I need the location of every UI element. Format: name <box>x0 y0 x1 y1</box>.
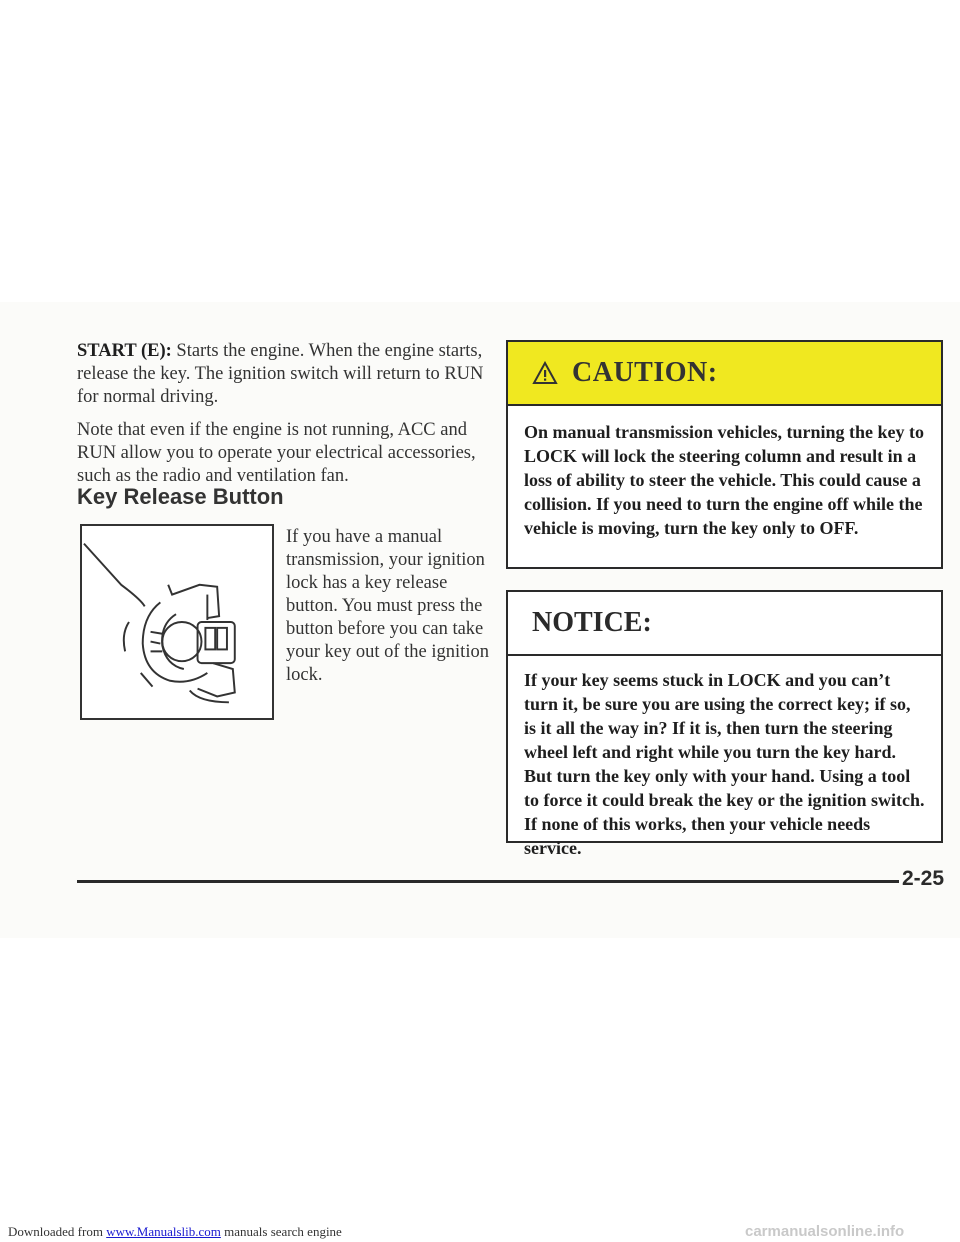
left-column <box>77 340 495 498</box>
download-bar <box>8 1224 342 1240</box>
caution-body: On manual transmission vehicles, turning the key to LOCK will lock the steering column and result in a loss of ability to steer the vehicle. This could cause a collision. If you need to turn the engine off while the vehicle is moving, turn the key only to OFF. <box>524 422 925 538</box>
note-paragraph: Note that even if the engine is not running, ACC and RUN allow you to operate your electrical accessories, such as the radio and ventilation fan. <box>77 420 476 486</box>
section-title: Key Release Button <box>77 484 284 509</box>
watermark: carmanualsonline.info <box>745 1223 905 1240</box>
notice-title: NOTICE: <box>532 607 652 638</box>
key-release-text: If you have a manual transmission, your ignition lock has a key release button. You must press the button before you can take your key out of the ignition lock. <box>286 527 489 685</box>
key-release-illustration <box>80 524 274 720</box>
caution-header <box>508 342 941 406</box>
start-text: Starts the engine. When the engine starts, release the key. The ignition switch will return to RUN for normal driving. <box>77 341 484 407</box>
footer-divider <box>77 880 899 883</box>
download-prefix: Downloaded from <box>8 1224 103 1239</box>
caution-title: CAUTION: <box>572 357 718 388</box>
start-term: START (E): <box>77 341 172 361</box>
caution-box <box>506 340 943 569</box>
ignition-lock-icon <box>82 526 272 718</box>
manualslib-link[interactable]: www.Manualslib.com <box>106 1224 221 1239</box>
warning-triangle-icon <box>532 361 558 385</box>
notice-box <box>506 590 943 858</box>
notice-body: If your key seems stuck in LOCK and you can’t turn it, be sure you are using the correct key; if so, is it all the way in? If it is, then turn the steering wheel left and right while you turn the key hard. But turn the key only with your hand. Using a tool to force it could break the key or the ignition switch. If none of this works, then your vehicle needs service. <box>524 670 925 858</box>
page-number: 2-25 <box>902 867 945 890</box>
start-paragraph <box>77 340 495 409</box>
download-suffix: manuals search engine <box>224 1224 342 1239</box>
notice-header <box>508 592 941 656</box>
